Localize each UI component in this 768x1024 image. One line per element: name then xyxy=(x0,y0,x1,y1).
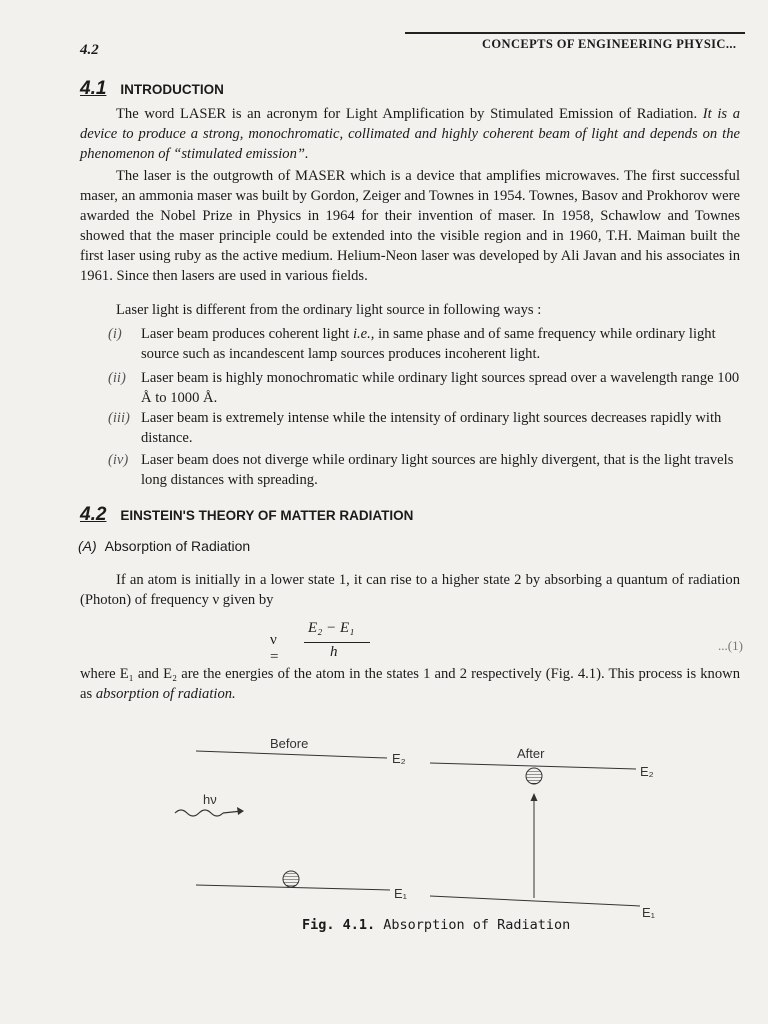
list-index: (i) xyxy=(108,326,122,342)
after-lower-level xyxy=(430,896,640,906)
section-number: 4.2 xyxy=(80,504,107,525)
figure-caption xyxy=(302,917,570,933)
after-e2-label: E₂ xyxy=(640,764,654,779)
after-e1-label: E₁ xyxy=(642,905,656,920)
after-label: After xyxy=(517,746,545,761)
equation-lhs: ν = xyxy=(270,632,279,665)
list-item: (iv) Laser beam does not diverge while ordinary light sources are highly divergent, that is the light travels long distances with spreading. xyxy=(108,452,734,488)
before-upper-level xyxy=(196,751,387,758)
photon-label: hν xyxy=(203,792,217,807)
photon-arrow-head xyxy=(237,807,244,815)
before-e2-label: E₂ xyxy=(392,751,406,766)
list-item: (ii) Laser beam is highly monochromatic while ordinary light sources spread over a wavelength range 100 Å to 1000 Å. xyxy=(108,370,740,406)
transition-arrow-head xyxy=(531,793,538,801)
before-e1-label: E₁ xyxy=(394,886,408,901)
atom-excited-state xyxy=(526,768,542,784)
list-index: (iii) xyxy=(108,410,130,426)
list-index: (iv) xyxy=(108,452,129,468)
list-intro: Laser light is different from the ordinary light source in following ways : xyxy=(116,302,542,318)
figure-title: Absorption of Radiation xyxy=(383,917,571,933)
section-number: 4.1 xyxy=(80,78,107,99)
page-number: 4.2 xyxy=(80,42,99,58)
equation-denominator: h xyxy=(330,644,338,660)
before-label: Before xyxy=(270,736,309,751)
section-title: EINSTEIN'S THEORY OF MATTER RADIATION xyxy=(120,508,414,523)
running-title: CONCEPTS OF ENGINEERING PHYSIC... xyxy=(482,37,737,51)
atom-ground-state xyxy=(283,871,299,887)
list-index: (ii) xyxy=(108,370,126,386)
list-item: (iii) Laser beam is extremely intense while the intensity of ordinary light sources decreases rapidly with distance. xyxy=(108,410,722,446)
intro-definition: It is a device to produce a strong, monochromatic, collimated and highly coherent beam of light and depends on the phenomenon of “stimulated emission”. xyxy=(80,106,740,162)
history-paragraph: The laser is the outgrowth of MASER which is a device that amplifies microwaves. The first successful maser, an ammonia maser was built by Gordon, Zeiger and Townes in 1954. Townes, Basov and Prokhorov were awarded the Nobel Prize in Physics in 1964 for their invention of maser. In 1958, Schawlow and Townes showed that the maser principle could be extended into the visible region and in 1960, T.H. Maiman built the first laser using ruby as the active medium. Helium-Neon laser was developed by Ali Javan and his associates in 1961. Since then lasers are used in various fields. xyxy=(80,168,740,284)
where-paragraph: where E₁ and E₂ are the energies of the atom in the states 1 and 2 respectively (Fig. 4.1). This process is known as absorption of radiation. xyxy=(80,666,740,702)
equation-numerator: E₂ − E₁ xyxy=(308,620,355,636)
absorption-paragraph: If an atom is initially in a lower state 1, it can rise to a higher state 2 by absorbing a quantum of radiation (Photon) of frequency ν given by xyxy=(80,572,740,608)
intro-text: The word LASER is an acronym for Light Amplification by Stimulated Emission of Radiation. xyxy=(116,106,703,122)
photon-wave xyxy=(175,810,223,816)
figure-label: Fig. 4.1. xyxy=(302,917,376,933)
list-item: (i) Laser beam produces coherent light i.e., in same phase and of same frequency while ordinary light source such as incandescent lamp sources produces incoherent light. xyxy=(108,326,716,362)
subsection-label: (A) xyxy=(78,538,97,554)
subsection-title: Absorption of Radiation xyxy=(104,538,251,554)
equation-number: ...(1) xyxy=(718,638,743,653)
section-title: INTRODUCTION xyxy=(120,82,224,97)
